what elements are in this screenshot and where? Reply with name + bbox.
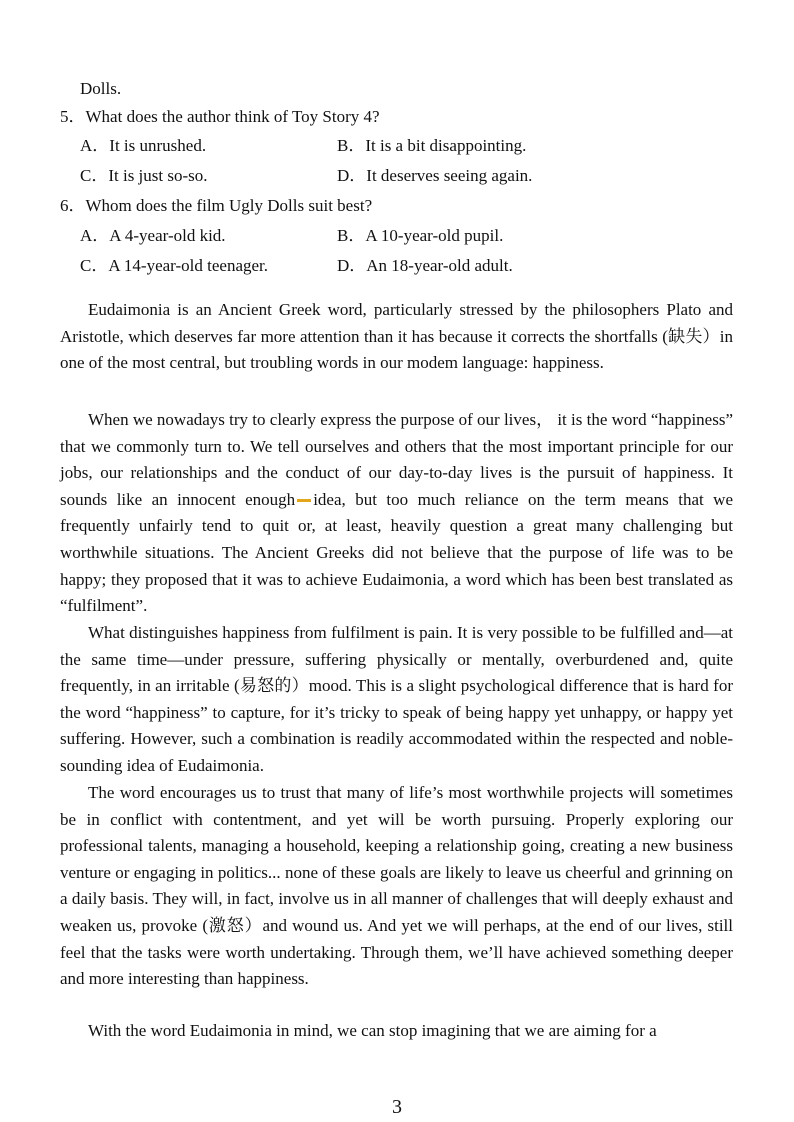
q5-option-a: A．It is unrushed. xyxy=(80,136,207,155)
q6-option-b: B．A 10-year-old pupil. xyxy=(337,226,504,245)
passage-paragraph-3: What distinguishes happiness from fulfilment is pain. It is very possible to be fulfilled and—at the same time—under pressure, suffering physically or mentally, overburdened and, quite frequently, in an irritable (易怒的）mood. This is a slight psychological difference that is hard for the word “happiness” to capture, for it’s tricky to speak of being happy yet unhappy, or happy yet suffering. However, such a combination is readily accommodated within the respected and noble-sounding idea of Eudaimonia. xyxy=(60,623,733,775)
paragraph-2-text-start: When we nowadays try to clearly express the purpose of our lives， it is the word “happiness” that we commonly turn to. We tell ourselves and others that the most important principle for our jobs, our relationships and the conduct of our day-to-day lives is the pursuit of happiness. It sounds like an innocent enough xyxy=(60,410,733,509)
q5-option-c: C．It is just so-so. xyxy=(80,166,208,185)
question-6-stem: 6．Whom does the film Ugly Dolls suit best? xyxy=(60,196,373,215)
passage-paragraph-2 xyxy=(60,407,733,620)
passage-paragraph-4: The word encourages us to trust that many of life’s most worthwhile projects will sometimes be in conflict with contentment, and yet will be worth pursuing. Properly exploring our professional talents, managing a household, keeping a relationship going, creating a new business venture or engaging in politics... none of these goals are likely to leave us cheerful and grinning on a daily basis. They will, in fact, involve us in all manner of challenges that will deeply exhaust and weaken us, provoke (激怒）and wound us. And yet we will perhaps, at the end of our lives, still feel that the tasks were worth undertaking. Through them, we’ll have achieved something deeper and more interesting than happiness. xyxy=(60,783,733,989)
highlight-mark xyxy=(297,499,311,502)
q6-option-a: A．A 4-year-old kid. xyxy=(80,226,226,245)
q6-option-c: C．A 14-year-old teenager. xyxy=(80,256,269,275)
page-number: 3 xyxy=(392,1096,402,1118)
q5-option-d: D．It deserves seeing again. xyxy=(337,166,533,185)
previous-option-tail: Dolls. xyxy=(80,79,122,98)
q5-option-b: B．It is a bit disappointing. xyxy=(337,136,527,155)
q6-option-d: D．An 18-year-old adult. xyxy=(337,256,513,275)
passage-paragraph-1: Eudaimonia is an Ancient Greek word, particularly stressed by the philosophers Plato and Aristotle, which deserves far more attention than it has because it corrects the shortfalls (缺失）in one of the most central, but troubling words in our modem language: happiness. xyxy=(60,300,733,373)
question-5-stem: 5．What does the author think of Toy Story 4? xyxy=(60,107,380,126)
passage-paragraph-5: With the word Eudaimonia in mind, we can stop imagining that we are aiming for a xyxy=(88,1021,657,1040)
paragraph-2-text-end: idea, but too much reliance on the term means that we frequently unfairly tend to quit or, at least, heavily question a great many challenging but worthwhile situations. The Ancient Greeks did not believe that the purpose of life was to be happy; they proposed that it was to achieve Eudaimonia, a word which has been best translated as “fulfilment”. xyxy=(60,489,733,616)
